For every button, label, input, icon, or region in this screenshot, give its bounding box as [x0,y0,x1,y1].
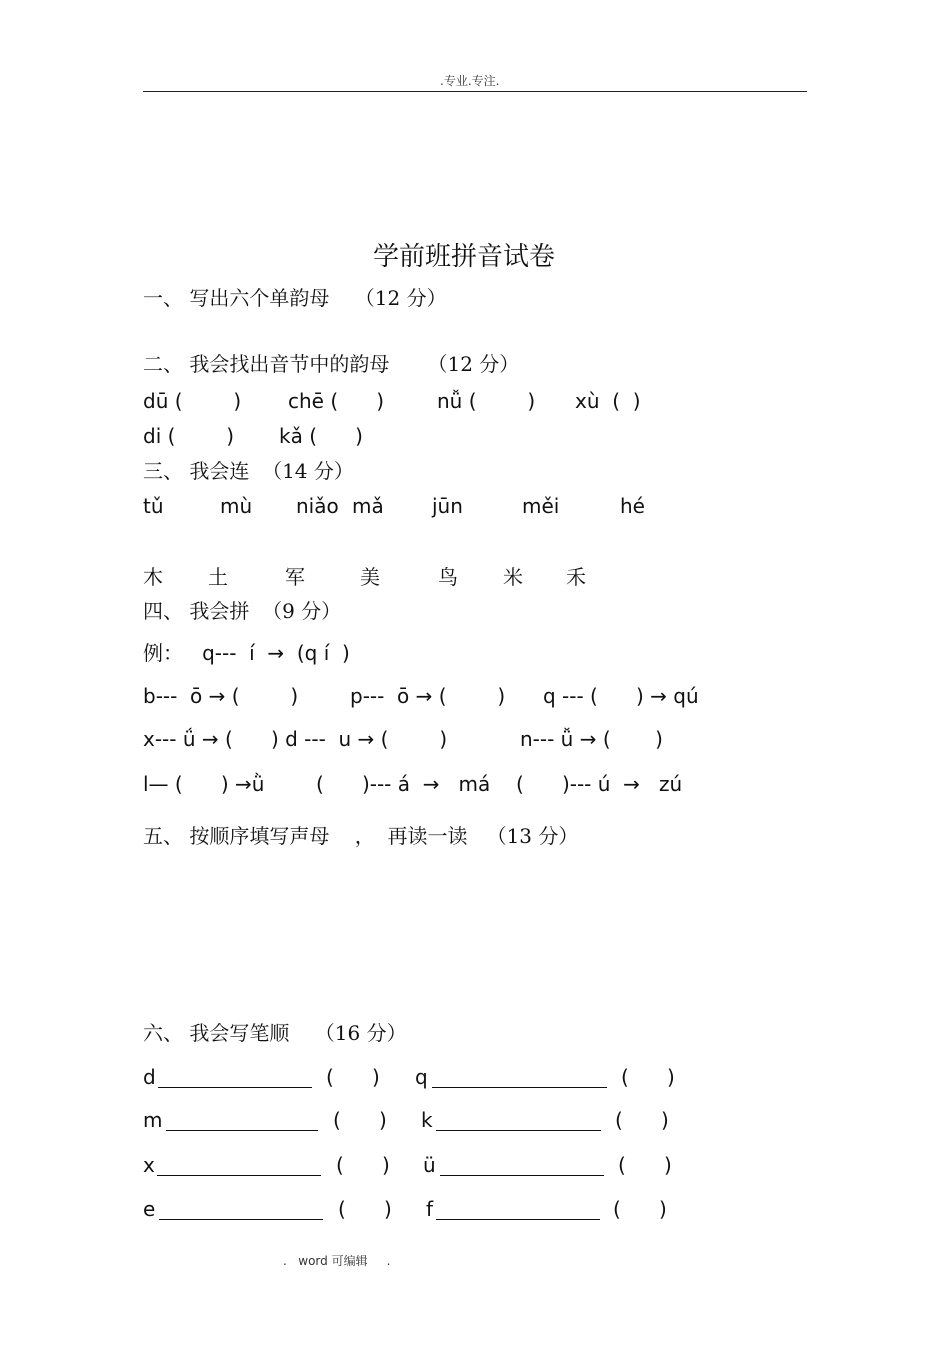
stroke-count-paren: ( ) [621,1065,675,1089]
hanzi-char: 木 [143,565,163,589]
sec2-item: nǚ ( ) [437,389,536,413]
stroke-letter: m [143,1108,163,1132]
stroke-count-paren: ( ) [338,1197,392,1221]
stroke-count-paren: ( ) [615,1108,669,1132]
sec4-item: q --- ( ) → qú [543,684,699,708]
stroke-row [143,1197,703,1223]
header-rule [143,91,807,92]
section-4-heading: 四、 我会拼 （9 分） [143,599,342,623]
pinyin-word: měi [522,494,560,518]
pinyin-word: mǎ [352,494,384,518]
stroke-letter: k [421,1108,433,1132]
stroke-letter: f [426,1197,434,1221]
pinyin-word: jūn [432,494,463,518]
stroke-count-paren: ( ) [336,1153,390,1177]
hanzi-char: 米 [503,565,523,589]
answer-line[interactable] [440,1175,604,1176]
sec4-item: b--- ō → ( ) [143,684,299,708]
stroke-row [143,1108,703,1134]
sec2-item: kǎ ( ) [279,424,363,448]
sec4-item: l— ( ) →ǜ [143,772,265,796]
stroke-count-paren: ( ) [326,1065,380,1089]
stroke-count-paren: ( ) [333,1108,387,1132]
answer-line[interactable] [432,1087,607,1088]
pinyin-word: niǎo [296,494,339,518]
page-header: .专业.专注. [440,74,500,88]
hanzi-char: 鸟 [438,565,458,589]
stroke-letter: e [143,1197,156,1221]
pinyin-word: tǔ [143,494,164,518]
sec2-item: dū ( ) [143,389,242,413]
sec2-item: xù ( ) [575,389,641,413]
answer-line[interactable] [158,1087,312,1088]
sec4-item: x--- ǘ → ( ) d --- u → ( ) [143,727,448,751]
section-5-heading: 五、 按顺序填写声母 ， 再读一读 （13 分） [143,824,579,848]
stroke-letter: q [415,1065,428,1089]
stroke-letter: ü [423,1153,436,1177]
sec2-item: chē ( ) [288,389,385,413]
pinyin-word: mù [220,494,253,518]
page-title: 学前班拼音试卷 [373,242,556,272]
answer-line[interactable] [157,1175,321,1176]
section-1-heading: 一、 写出六个单韵母 （12 分） [143,286,447,310]
sec4-item: n--- ǚ → ( ) [520,727,663,751]
pinyin-word: hé [620,494,645,518]
stroke-row [143,1153,703,1179]
sec4-example: 例： q--- í → (q í ) [143,641,350,665]
stroke-count-paren: ( ) [618,1153,672,1177]
hanzi-char: 禾 [566,565,586,589]
sec4-item: p--- ō → ( ) [350,684,506,708]
section-2-heading: 二、 我会找出音节中的韵母 （12 分） [143,352,520,376]
stroke-letter: x [143,1153,155,1177]
stroke-row [143,1065,703,1091]
sec4-item: ( )--- ú → zú [516,772,683,796]
answer-line[interactable] [159,1219,323,1220]
stroke-letter: d [143,1065,156,1089]
answer-line[interactable] [166,1130,318,1131]
section-6-heading: 六、 我会写笔顺 （16 分） [143,1021,407,1045]
hanzi-char: 土 [208,565,228,589]
section-3-heading: 三、 我会连 （14 分） [143,459,354,483]
answer-line[interactable] [436,1130,601,1131]
sec4-item: ( )--- á → má [316,772,491,796]
hanzi-char: 军 [285,565,305,589]
sec2-item: di ( ) [143,424,235,448]
page-footer: . word 可编辑 . [283,1254,391,1268]
answer-line[interactable] [436,1219,600,1220]
stroke-count-paren: ( ) [613,1197,667,1221]
hanzi-char: 美 [360,565,380,589]
